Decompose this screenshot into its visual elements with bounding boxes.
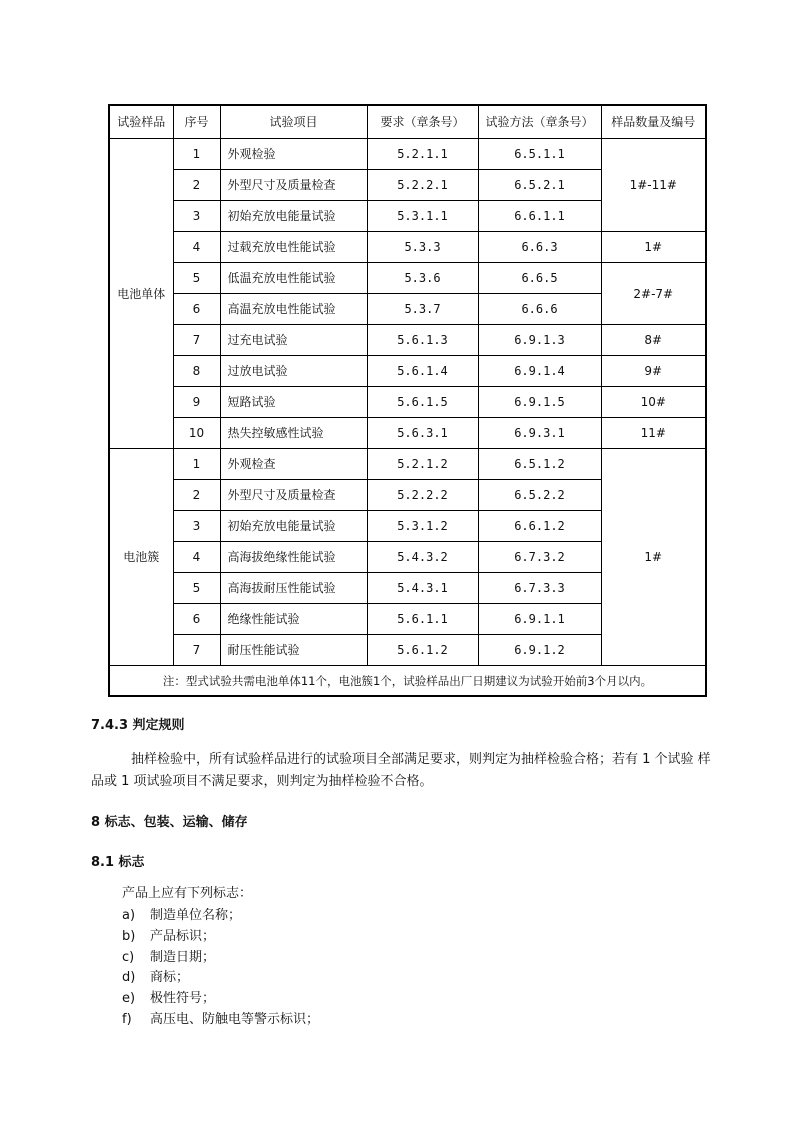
row-item: 过充电试验 [220, 325, 367, 356]
table-row [109, 263, 706, 294]
row-quantity: 1#-11# [601, 139, 706, 232]
list-marker: e) [122, 991, 136, 1006]
row-item: 耐压性能试验 [220, 635, 367, 666]
row-requirement: 5.4.3.1 [367, 573, 478, 604]
table-row [109, 356, 706, 387]
header-requirement: 要求（章条号） [367, 105, 478, 139]
row-method: 6.6.3 [478, 232, 601, 263]
list-item [122, 906, 241, 926]
row-requirement: 5.6.1.4 [367, 356, 478, 387]
table-note-row [109, 666, 706, 697]
row-requirement: 5.6.1.2 [367, 635, 478, 666]
row-method: 6.9.1.5 [478, 387, 601, 418]
section-7-4-3-heading: 7.4.3 判定规则 [91, 718, 185, 733]
row-no: 8 [173, 356, 220, 387]
sample-cell: 电池单体 [109, 139, 173, 449]
row-quantity: 8# [601, 325, 706, 356]
list-item [122, 1010, 319, 1030]
list-marker: f) [122, 1012, 132, 1027]
list-marker: d) [122, 970, 136, 985]
list-text: 产品标识； [150, 929, 216, 944]
table-row [109, 139, 706, 170]
row-quantity: 2#-7# [601, 263, 706, 325]
row-method: 6.6.6 [478, 294, 601, 325]
list-text: 商标； [150, 970, 190, 985]
row-requirement: 5.3.3 [367, 232, 478, 263]
list-text: 高压电、防触电等警示标识； [150, 1012, 320, 1027]
table-row [109, 387, 706, 418]
row-requirement: 5.2.1.1 [367, 139, 478, 170]
row-requirement: 5.2.2.1 [367, 170, 478, 201]
section-8-1-heading: 8.1 标志 [91, 855, 145, 870]
row-no: 6 [173, 294, 220, 325]
list-text: 极性符号； [150, 991, 216, 1006]
row-requirement: 5.6.1.1 [367, 604, 478, 635]
row-method: 6.5.2.1 [478, 170, 601, 201]
row-method: 6.9.1.2 [478, 635, 601, 666]
list-item [122, 968, 189, 988]
list-text: 制造单位名称； [150, 908, 242, 923]
row-no: 2 [173, 170, 220, 201]
row-quantity: 11# [601, 418, 706, 449]
header-sample: 试验样品 [109, 105, 173, 139]
row-no: 4 [173, 542, 220, 573]
row-no: 10 [173, 418, 220, 449]
row-no: 3 [173, 511, 220, 542]
row-method: 6.6.5 [478, 263, 601, 294]
list-marker: c) [122, 950, 135, 965]
list-item [122, 989, 215, 1009]
header-item: 试验项目 [220, 105, 367, 139]
row-item: 高海拔耐压性能试验 [220, 573, 367, 604]
header-no: 序号 [173, 105, 220, 139]
row-quantity: 1# [601, 449, 706, 666]
row-requirement: 5.3.1.1 [367, 201, 478, 232]
row-requirement: 5.2.2.2 [367, 480, 478, 511]
row-method: 6.9.1.4 [478, 356, 601, 387]
row-item: 低温充放电性能试验 [220, 263, 367, 294]
table-row [109, 325, 706, 356]
row-quantity: 1# [601, 232, 706, 263]
row-item: 初始充放电能量试验 [220, 201, 367, 232]
row-method: 6.6.1.1 [478, 201, 601, 232]
row-requirement: 5.4.3.2 [367, 542, 478, 573]
section-7-4-3-paragraph: 抽样检验中，所有试验样品进行的试验项目全部满足要求，则判定为抽样检验合格；若有 1 个试验 样品或 1 项试验项目不满足要求，则判定为抽样检验不合格。 [91, 752, 711, 789]
row-no: 1 [173, 449, 220, 480]
row-method: 6.9.1.1 [478, 604, 601, 635]
row-item: 短路试验 [220, 387, 367, 418]
row-method: 6.5.1.2 [478, 449, 601, 480]
row-no: 6 [173, 604, 220, 635]
row-item: 初始充放电能量试验 [220, 511, 367, 542]
row-item: 高温充放电性能试验 [220, 294, 367, 325]
list-item [122, 927, 215, 947]
row-item: 过载充放电性能试验 [220, 232, 367, 263]
row-no: 7 [173, 635, 220, 666]
row-item: 外型尺寸及质量检查 [220, 170, 367, 201]
row-method: 6.5.2.2 [478, 480, 601, 511]
header-quantity: 样品数量及编号 [601, 105, 706, 139]
row-item: 外型尺寸及质量检查 [220, 480, 367, 511]
row-requirement: 5.2.1.2 [367, 449, 478, 480]
row-item: 热失控敏感性试验 [220, 418, 367, 449]
table-row [109, 232, 706, 263]
list-text: 制造日期； [150, 950, 216, 965]
section-8-heading: 8 标志、包装、运输、储存 [91, 815, 248, 830]
header-method: 试验方法（章条号） [478, 105, 601, 139]
test-items-table [108, 104, 707, 697]
row-requirement: 5.6.1.5 [367, 387, 478, 418]
row-method: 6.5.1.1 [478, 139, 601, 170]
row-no: 3 [173, 201, 220, 232]
row-no: 2 [173, 480, 220, 511]
table-header-row [109, 105, 706, 139]
row-no: 9 [173, 387, 220, 418]
row-item: 外观检查 [220, 449, 367, 480]
row-quantity: 10# [601, 387, 706, 418]
row-no: 4 [173, 232, 220, 263]
sample-cell: 电池簇 [109, 449, 173, 666]
list-marker: b) [122, 929, 136, 944]
row-method: 6.7.3.3 [478, 573, 601, 604]
row-no: 1 [173, 139, 220, 170]
row-method: 6.7.3.2 [478, 542, 601, 573]
row-item: 高海拔绝缘性能试验 [220, 542, 367, 573]
table-row [109, 418, 706, 449]
row-no: 5 [173, 573, 220, 604]
row-requirement: 5.3.1.2 [367, 511, 478, 542]
row-method: 6.9.3.1 [478, 418, 601, 449]
row-no: 5 [173, 263, 220, 294]
list-marker: a) [122, 908, 136, 923]
row-item: 外观检验 [220, 139, 367, 170]
section-8-1-intro: 产品上应有下列标志： [122, 886, 253, 901]
row-no: 7 [173, 325, 220, 356]
row-method: 6.9.1.3 [478, 325, 601, 356]
row-requirement: 5.6.1.3 [367, 325, 478, 356]
row-item: 过放电试验 [220, 356, 367, 387]
row-item: 绝缘性能试验 [220, 604, 367, 635]
row-quantity: 9# [601, 356, 706, 387]
row-requirement: 5.3.6 [367, 263, 478, 294]
table-row [109, 449, 706, 480]
row-method: 6.6.1.2 [478, 511, 601, 542]
row-requirement: 5.6.3.1 [367, 418, 478, 449]
list-item [122, 948, 215, 968]
row-requirement: 5.3.7 [367, 294, 478, 325]
table-note: 注：型式试验共需电池单体11个，电池簇1个，试验样品出厂日期建议为试验开始前3个月以内。 [109, 666, 706, 697]
